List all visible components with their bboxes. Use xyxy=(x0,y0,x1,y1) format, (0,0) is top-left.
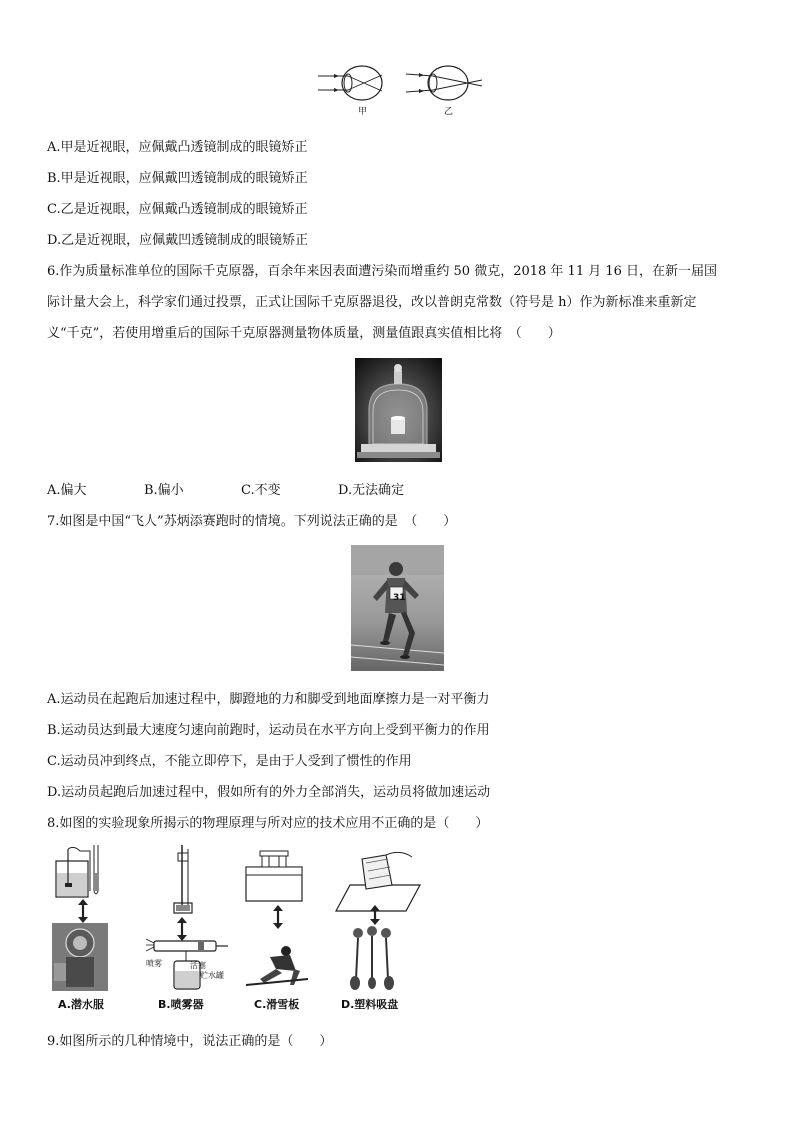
eye-a-label: 甲 xyxy=(358,107,368,117)
q7-option-a: A.运动员在起跑后加速过程中，脚蹬地的力和脚受到地面摩擦力是一对平衡力 xyxy=(47,692,490,707)
q8-caption-a: A.潜水服 xyxy=(58,998,104,1011)
q6-option-b: B.偏小 xyxy=(144,483,184,498)
q7-option-d: D.运动员起跑后加速过程中，假如所有的外力全部消失，运动员将做加速运动 xyxy=(47,785,491,800)
q7-option-b: B.运动员达到最大速度匀速向前跑时，运动员在水平方向上受到平衡力的作用 xyxy=(47,723,490,738)
panel-c-pressure-blocks xyxy=(246,851,302,901)
panel-b-apparatus xyxy=(174,845,192,913)
kilogram-prototype-photo xyxy=(355,358,442,462)
runner-bib-number: 31 xyxy=(393,593,406,603)
q8-stem: 8.如图的实验现象所揭示的物理原理与所对应的技术应用不正确的是（ ） xyxy=(47,816,489,831)
q6-option-a: A.偏大 xyxy=(47,483,87,498)
q7-option-c: C.运动员冲到终点，不能立即停下，是由于人受到了惯性的作用 xyxy=(47,754,412,769)
q5-option-c: C.乙是近视眼，应佩戴凸透镜制成的眼镜矫正 xyxy=(47,202,308,217)
panel-a-diver-photo xyxy=(52,923,108,991)
q6-stem-line-1: 6.作为质量标准单位的国际千克原器，百余年来因表面遭污染而增重约 50 微克，2018 年 11 月 16 日，在新一届国 xyxy=(47,264,718,279)
sprayer-label-spray: 喷雾 xyxy=(146,959,162,968)
q8-caption-c: C.滑雪板 xyxy=(254,998,300,1011)
q5-option-a: A.甲是近视眼，应佩戴凸透镜制成的眼镜矫正 xyxy=(47,140,308,155)
eye-b-label: 乙 xyxy=(444,107,454,117)
eye-a xyxy=(318,66,382,100)
panel-d-suction-hooks xyxy=(350,926,394,990)
eye-diagram xyxy=(316,64,486,118)
q6-option-d: D.无法确定 xyxy=(338,483,405,498)
q6-stem-line-3: 义“千克”，若使用增重后的国际千克原器测量物体质量，测量值跟真实值相比将 （ ） xyxy=(47,326,561,341)
sprinter-photo xyxy=(351,545,444,671)
q8-caption-d: D.塑料吸盘 xyxy=(341,998,399,1011)
q9-stem: 9.如图所示的几种情境中，说法正确的是（ ） xyxy=(47,1034,333,1049)
panel-c-skier xyxy=(246,946,308,985)
q8-caption-b: B.喷雾器 xyxy=(158,998,204,1011)
q5-option-d: D.乙是近视眼，应佩戴凹透镜制成的眼镜矫正 xyxy=(47,233,309,248)
q5-option-b: B.甲是近视眼，应佩戴凹透镜制成的眼镜矫正 xyxy=(47,171,308,186)
q7-stem: 7.如图是中国“飞人”苏炳添赛跑时的情境。下列说法正确的是 （ ） xyxy=(47,514,457,529)
sprayer-label-tank: 贮水罐 xyxy=(200,971,224,980)
q6-stem-line-2: 际计量大会上，科学家们通过投票，正式让国际千克原器退役，改以普朗克常数（符号是 h）作为新标准来重新定 xyxy=(47,295,697,310)
panel-a-liquid-pressure xyxy=(56,845,98,897)
sprayer-label-piston: 活塞 xyxy=(190,961,206,970)
q8-figure xyxy=(50,845,430,995)
q6-option-c: C.不变 xyxy=(241,483,281,498)
panel-d-inverted-cup xyxy=(336,852,420,911)
eye-b xyxy=(406,66,482,100)
link-arrows xyxy=(78,899,380,941)
